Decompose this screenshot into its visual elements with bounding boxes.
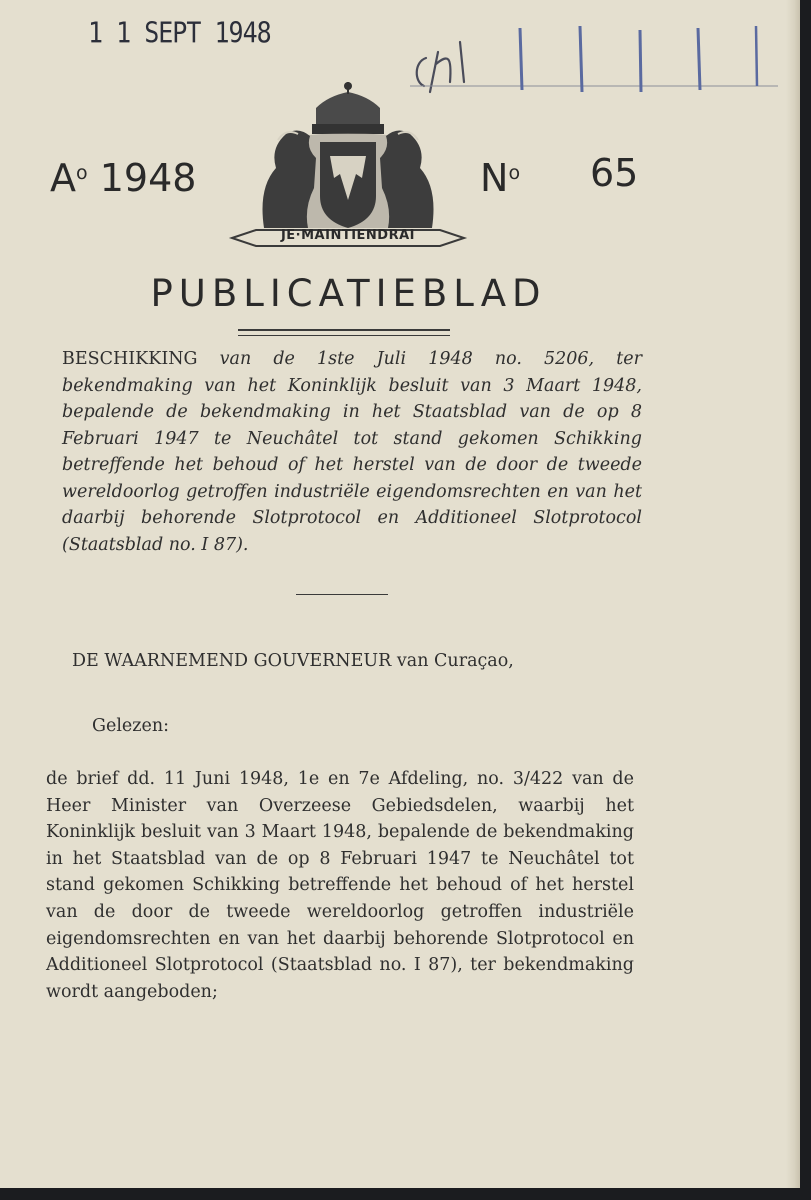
gelezen-label: Gelezen: (92, 716, 170, 736)
date-stamp: 1 1 SEPT 1948 (88, 15, 271, 50)
document-title: PUBLICATIEBLAD (150, 272, 547, 315)
governor-location: van Curaçao, (396, 651, 514, 671)
publication-year: $A^o$ 1948 (50, 156, 197, 200)
crest-motto: JE·MAINTIENDRAI (280, 228, 416, 243)
decree-summary-text: van de 1ste Juli 1948 no. 5206, ter bekendmaking van het Koninklijk besluit van 3 Maart 1948, bepalende de bekendmaking in het Staatsblad van de op 8 Februari 1947 te Neuchâtel tot stand gekomen Schikking betreffende het behoud of het herstel van de door de tweede wereldoorlog getroffen industriële eigendomsrechten en van het daarbij behorende Slotprotocol en Additioneel Slotprotocol (Staatsblad no. I 87). (62, 349, 642, 555)
governor-title: DE WAARNEMEND GOUVERNEUR (72, 651, 392, 671)
publication-number-label: $N^o$ (480, 156, 521, 200)
publication-number: 65 (590, 151, 639, 195)
decree-type: BESCHIKKING (62, 349, 198, 369)
section-divider (296, 594, 388, 595)
title-rule-lower (238, 335, 450, 336)
governor-heading (72, 648, 632, 674)
page-edge (786, 0, 800, 1188)
body-paragraph: de brief dd. 11 Juni 1948, 1e en 7e Afdeling, no. 3/422 van de Heer Minister van Overzeese Gebiedsdelen, waarbij het Koninklijk besluit van 3 Maart 1948, bepalende de bekendmaking in het Staatsblad van de op 8 Februari 1947 te Neuchâtel tot stand gekomen Schikking betreffende het behoud of het herstel van de door de tweede wereldoorlog getroffen industriële eigendomsrechten en van het daarbij behorende Slotprotocol en Additioneel Slotprotocol (Staatsblad no. I 87), ter bekendmaking wordt aangeboden; (46, 769, 634, 1002)
decree-summary (62, 346, 642, 558)
title-rule-upper (238, 329, 450, 331)
